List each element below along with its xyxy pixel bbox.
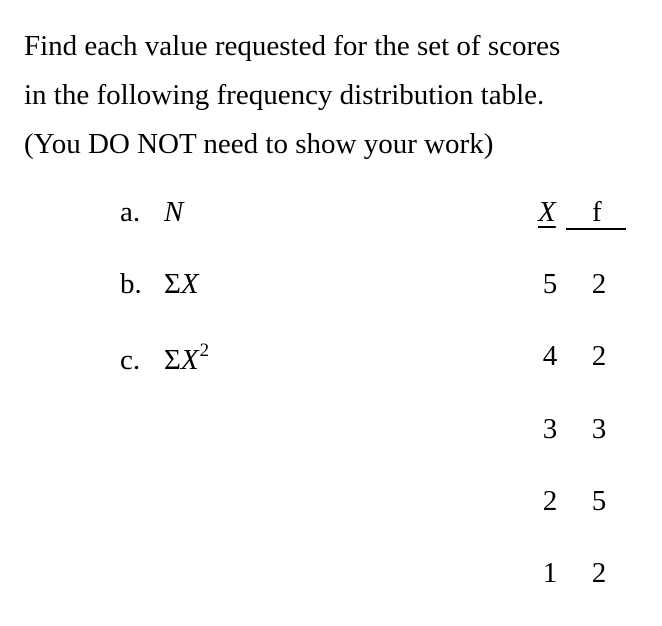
table-cell-x: 5 [542,268,558,300]
question-b [120,268,199,301]
table-cell-f: 2 [591,340,607,372]
question-a-letter: a. [120,196,141,228]
question-b-letter: b. [120,268,142,300]
table-cell-x: 1 [542,557,558,589]
table-cell-f: 3 [591,413,607,445]
question-b-variable: X [180,268,199,300]
question-c [120,340,209,377]
question-c-variable: X [180,344,199,376]
table-cell-f: 2 [591,557,607,589]
question-b-symbol: Σ [164,268,181,300]
question-a [120,196,183,229]
table-cell-x: 4 [542,340,558,372]
table-cell-f: 5 [591,485,607,517]
instruction-line-2: in the following frequency distribution table. [24,79,545,111]
instruction-line-3: (You DO NOT need to show your work) [24,128,494,160]
table-cell-x: 3 [542,413,558,445]
table-cell-f: 2 [591,268,607,300]
table-header-x: X [538,196,556,228]
instruction-line-1: Find each value requested for the set of scores [24,30,561,62]
instructions [24,22,644,169]
table-header-f: f [592,196,602,228]
question-c-exponent: 2 [199,340,210,361]
table-cell-x: 2 [542,485,558,517]
question-c-symbol: Σ [164,344,181,376]
question-c-letter: c. [120,344,141,376]
question-a-variable: N [164,196,184,228]
